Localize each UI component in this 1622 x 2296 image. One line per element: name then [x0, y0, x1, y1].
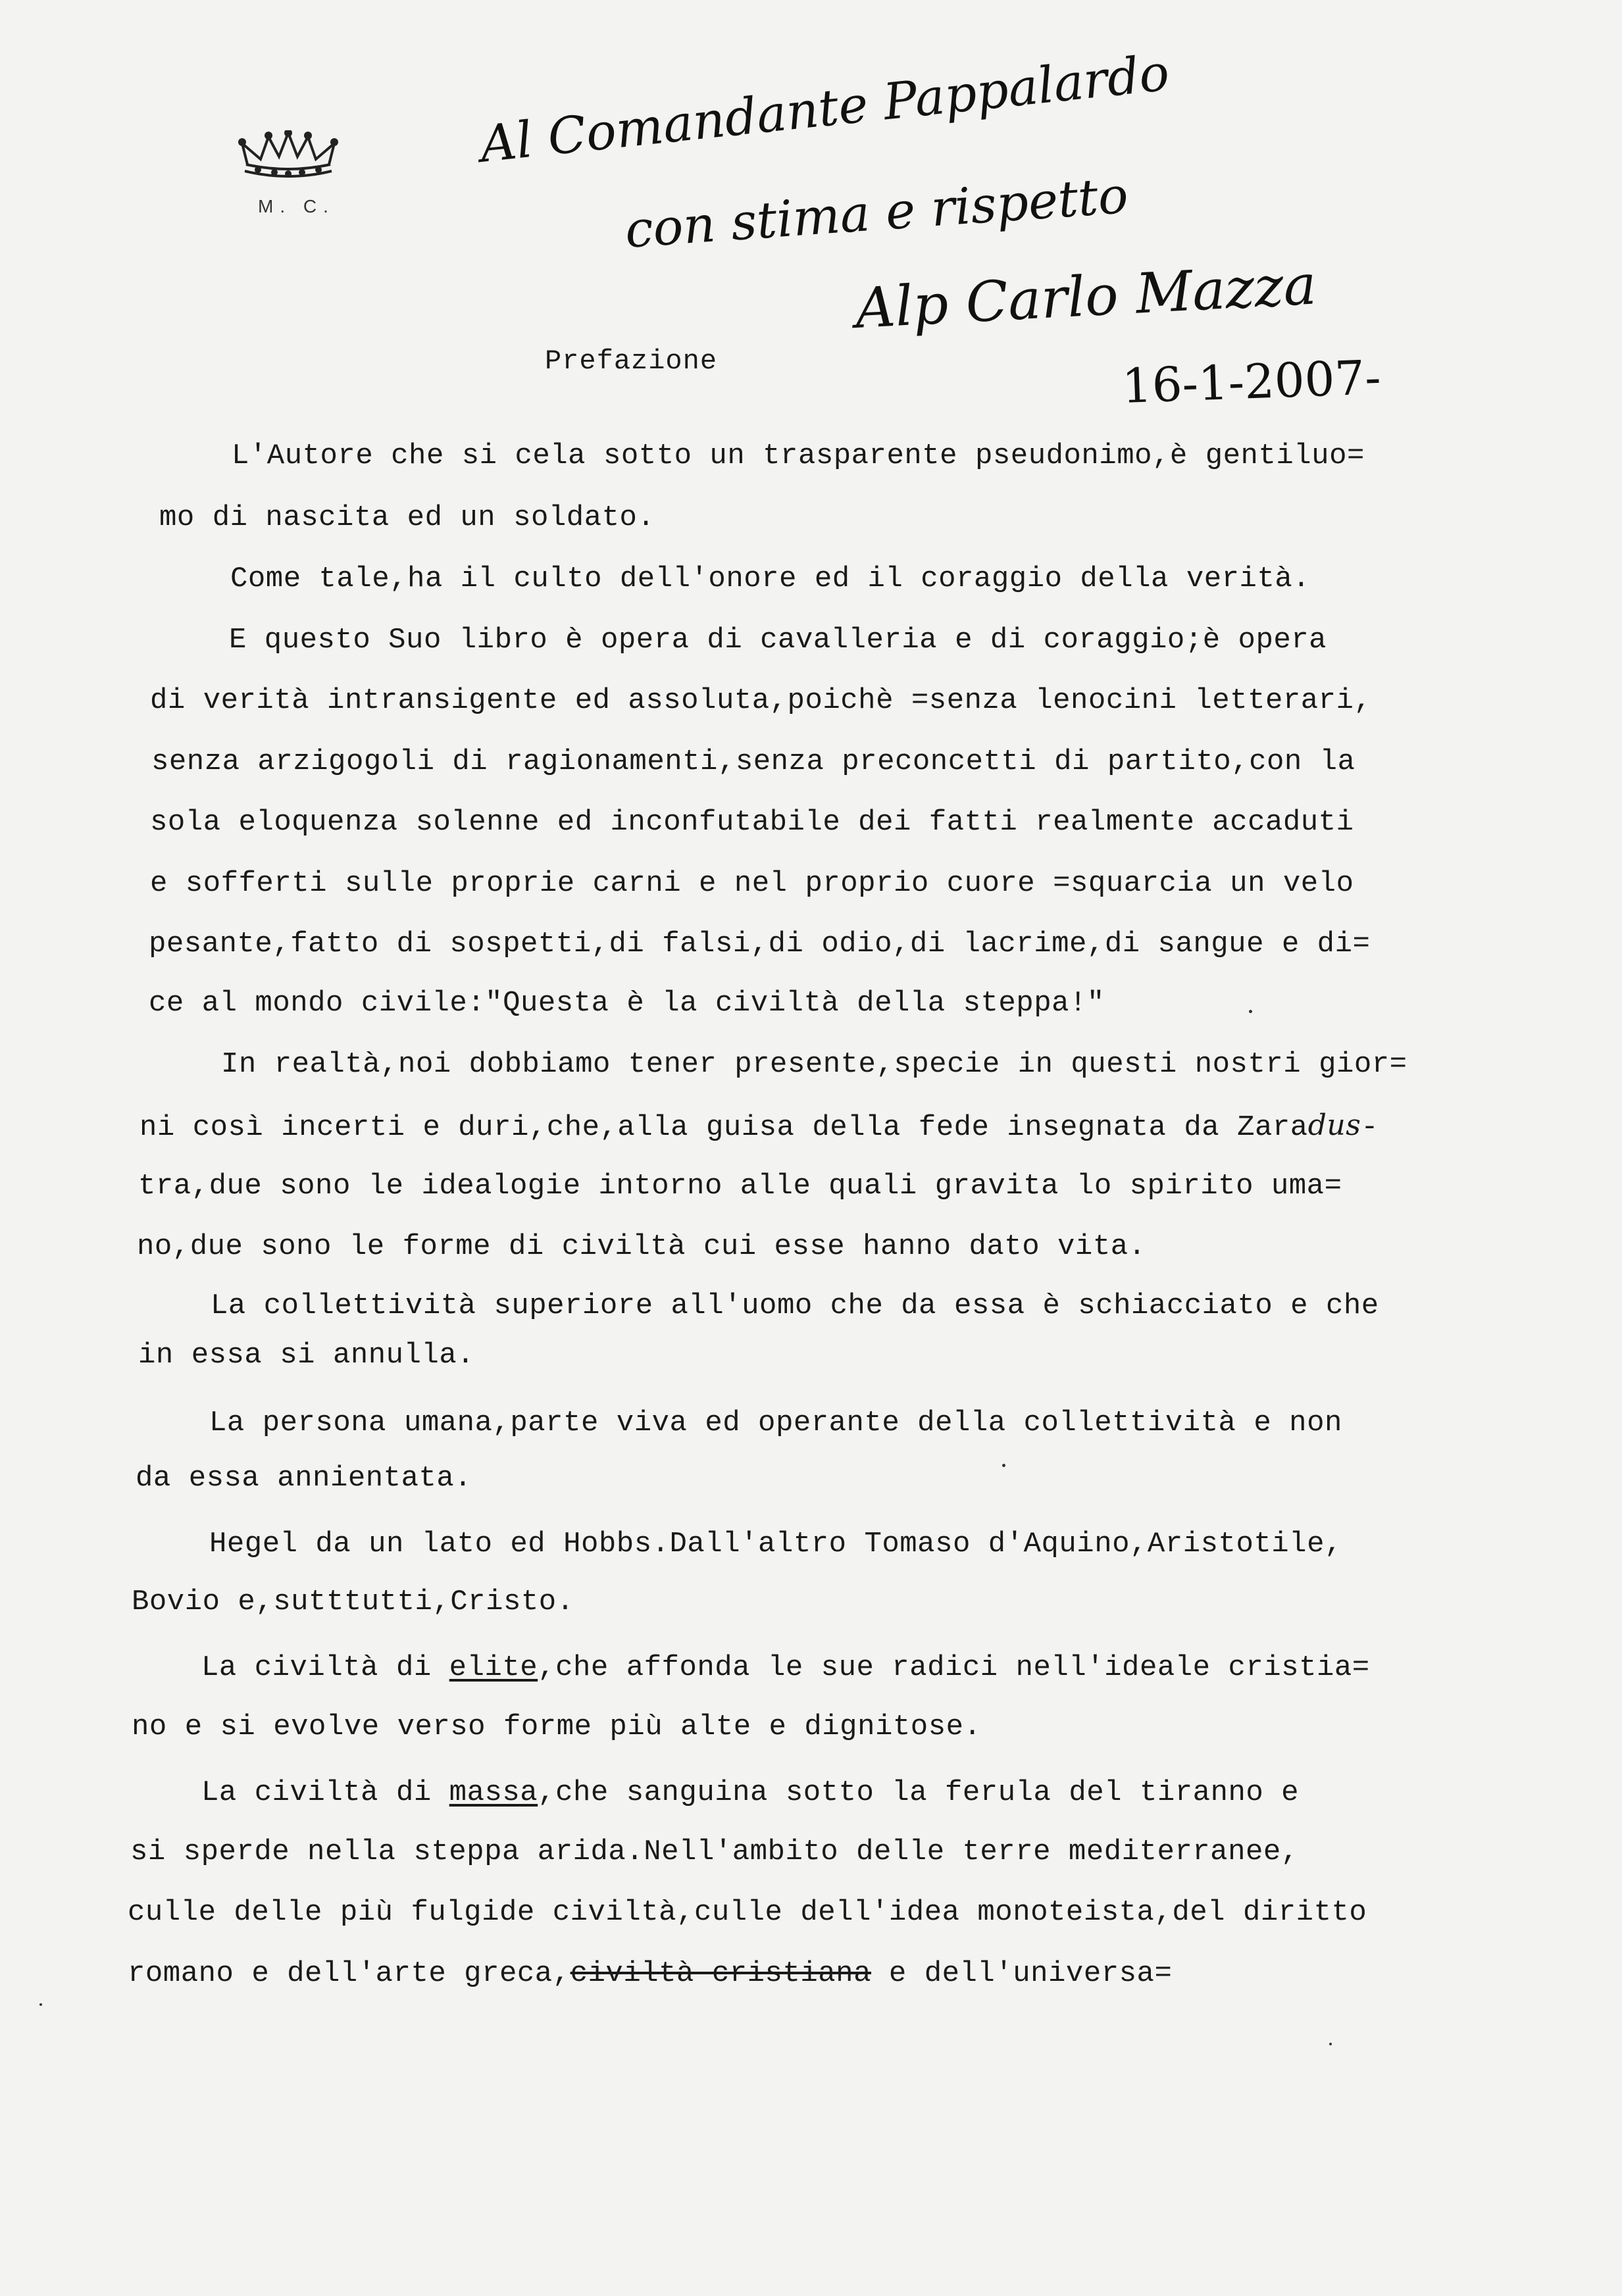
- text-line-15: La collettività superiore all'uomo che da essa è schiacciato e che: [211, 1289, 1379, 1322]
- text-line-22: no e si evolve verso forme più alte e dignitose.: [132, 1710, 982, 1743]
- text-line-23-b: ,che sanguina sotto la ferula del tiranno e: [538, 1776, 1300, 1809]
- text-line-20: Bovio e,sutttutti,Cristo.: [132, 1585, 574, 1618]
- text-line-12-handwritten: dus: [1307, 1109, 1361, 1142]
- text-line-23-a: La civiltà di: [201, 1776, 449, 1809]
- text-line-17: La persona umana,parte viva ed operante della collettività e non: [209, 1407, 1342, 1439]
- text-line-26-b: e dell'universa=: [888, 1957, 1173, 1990]
- coronet-icon: [238, 130, 338, 184]
- text-line-23: [201, 1776, 1299, 1809]
- text-line-4: E questo Suo libro è opera di cavalleria e di coraggio;è opera: [229, 624, 1327, 657]
- text-line-21-underlined: elite: [449, 1651, 538, 1684]
- text-line-5: di verità intransigente ed assoluta,poichè =senza lenocini letterari,: [150, 684, 1372, 717]
- text-line-23-underlined: massa: [449, 1776, 538, 1809]
- text-line-26-struck: civiltà cristiana: [570, 1957, 871, 1990]
- text-line-19: Hegel da un lato ed Hobbs.Dall'altro Tomaso d'Aquino,Aristotile,: [209, 1528, 1342, 1560]
- text-line-26-a: romano e dell'arte greca,: [128, 1957, 570, 1990]
- text-line-24: si sperde nella steppa arida.Nell'ambito delle terre mediterranee,: [130, 1835, 1299, 1868]
- text-line-16: in essa si annulla.: [138, 1339, 475, 1372]
- text-line-26: [128, 1957, 1172, 1990]
- text-line-14: no,due sono le forme di civiltà cui esse hanno dato vita.: [137, 1230, 1146, 1263]
- text-line-7: sola eloquenza solenne ed inconfutabile dei fatti realmente accaduti: [150, 806, 1354, 839]
- dedication-line-1: Al Comandante Pappalardo: [477, 43, 1173, 174]
- text-line-21: [201, 1651, 1370, 1684]
- text-line-12-end: -: [1361, 1111, 1379, 1144]
- monogram: M. C.: [258, 196, 335, 216]
- text-line-2: mo di nascita ed un soldato.: [159, 501, 655, 534]
- text-line-11: In realtà,noi dobbiamo tener presente,specie in questi nostri gior=: [221, 1048, 1407, 1081]
- text-line-10: ce al mondo civile:"Questa è la civiltà della steppa!": [149, 987, 1105, 1020]
- text-line-1: L'Autore che si cela sotto un trasparente pseudonimo,è gentiluo=: [232, 439, 1365, 472]
- ink-speck: [1002, 1464, 1005, 1467]
- text-line-9: pesante,fatto di sospetti,di falsi,di odio,di lacrime,di sangue e di=: [149, 928, 1371, 961]
- text-line-18: da essa annientata.: [136, 1462, 472, 1495]
- text-line-6: senza arzigogoli di ragionamenti,senza preconcetti di partito,con la: [151, 745, 1356, 778]
- ink-speck: [1329, 2043, 1332, 2045]
- text-line-12: [139, 1109, 1379, 1144]
- text-line-3: Come tale,ha il culto dell'onore ed il coraggio della verità.: [230, 562, 1311, 595]
- page-title: Prefazione: [545, 345, 718, 377]
- dedication-line-2: con stima e rispetto: [622, 165, 1130, 259]
- dedication-date: 16-1-2007-: [1121, 349, 1382, 414]
- text-line-8: e sofferti sulle proprie carni e nel proprio cuore =squarcia un velo: [150, 867, 1354, 900]
- text-line-25: culle delle più fulgide civiltà,culle dell'idea monoteista,del diritto: [128, 1896, 1367, 1929]
- text-line-12-main: ni così incerti e duri,che,alla guisa della fede insegnata da Zara: [139, 1111, 1308, 1144]
- text-line-21-a: La civiltà di: [201, 1651, 449, 1684]
- text-line-13: tra,due sono le idealogie intorno alle quali gravita lo spirito uma=: [138, 1170, 1342, 1203]
- ink-speck: [39, 2003, 42, 2006]
- dedication-signature: Alp Carlo Mazza: [853, 252, 1318, 341]
- ink-speck: [1249, 1010, 1252, 1013]
- text-line-21-b: ,che affonda le sue radici nell'ideale cristia=: [538, 1651, 1370, 1684]
